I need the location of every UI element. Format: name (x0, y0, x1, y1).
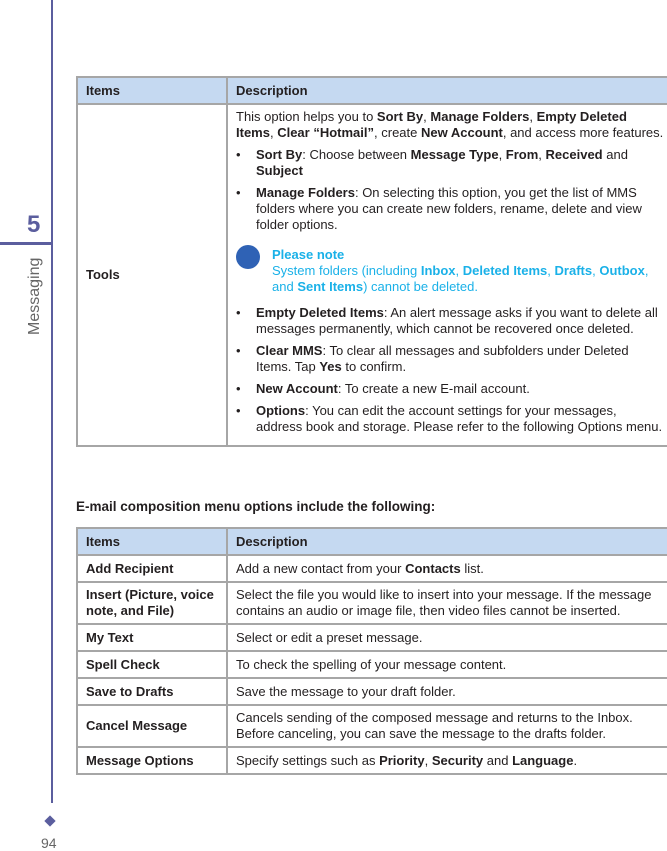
header-description: Description (227, 77, 667, 104)
text-span: and (483, 752, 513, 768)
bold-term: Manage Folders (256, 185, 355, 200)
bold-term: Yes (319, 359, 342, 374)
description-cell (227, 747, 667, 774)
bold-term: Clear MMS (256, 343, 323, 358)
text-span: To check the spelling of your message content. (236, 656, 507, 672)
bold-term: New Account (420, 125, 503, 140)
text-span: , create (374, 125, 421, 140)
text-span: : Choose between (302, 147, 411, 162)
bullet-list (236, 305, 666, 435)
note-box (236, 247, 666, 295)
bold-term: Outbox (599, 263, 645, 278)
text-span: and (602, 147, 628, 162)
bold-term: Sort By (256, 147, 303, 162)
chapter-marker (0, 242, 53, 245)
bold-term: Inbox (420, 263, 456, 278)
description-cell (227, 582, 667, 624)
text-span: , (529, 109, 537, 124)
text-span: Cancels sending of the composed message and returns to the Inbox. Before canceling, you can save the message to the drafts folder. (236, 710, 633, 741)
text-span: Add a new contact from your (236, 560, 406, 576)
text-span: : You can edit the account settings for your messages, address book and storage. Please refer to the following Options menu. (256, 403, 663, 434)
table-header (77, 528, 667, 555)
text-span: , (592, 263, 600, 278)
description-cell (227, 555, 667, 582)
item-cell: Spell Check (77, 651, 227, 678)
text-span: : An alert message asks if you want to delete all messages permanently, which cannot be recovered once deleted. (256, 305, 658, 336)
header-items: Items (77, 77, 227, 104)
text-span: : To create a new E-mail account. (337, 381, 530, 396)
table-row (77, 555, 667, 582)
note-title: Please note (272, 247, 345, 262)
table-row (77, 678, 667, 705)
item-cell: My Text (77, 624, 227, 651)
table-header (77, 77, 667, 104)
bullet-item (236, 343, 666, 375)
table-row (77, 624, 667, 651)
text-span: Specify settings such as (236, 752, 380, 768)
bold-term: Priority (379, 752, 425, 768)
bold-term: Deleted Items (462, 263, 548, 278)
text-span: , (538, 147, 546, 162)
item-cell: Save to Drafts (77, 678, 227, 705)
table-row (77, 651, 667, 678)
text-span: , and (272, 263, 649, 294)
bold-term: Message Type (410, 147, 499, 162)
header-items: Items (77, 528, 227, 555)
bullet-list (236, 147, 666, 233)
text-span: : On selecting this option, you get the list of MMS folders where you can create new folders, rename, delete and view folder options. (256, 185, 642, 232)
bold-term: Received (545, 147, 603, 162)
bold-term: Sort By (376, 109, 424, 124)
text-span: System folders (including (272, 263, 421, 278)
text-span: ) cannot be deleted. (363, 279, 478, 294)
bold-term: Drafts (554, 263, 593, 278)
text-span: , and access more features. (502, 125, 664, 140)
text-span: , (455, 263, 463, 278)
bold-term: From (505, 147, 539, 162)
item-cell: Message Options (77, 747, 227, 774)
bullet-item (236, 147, 666, 179)
bold-term: Language (512, 752, 574, 768)
description-cell (227, 624, 667, 651)
item-cell: Tools (77, 104, 227, 446)
bold-term: Subject (256, 163, 303, 178)
page-number: 94 (41, 835, 57, 851)
text-span: . (573, 752, 578, 768)
description-cell (227, 678, 667, 705)
text-span: Save the message to your draft folder. (236, 683, 456, 699)
bullet-item (236, 185, 666, 233)
bold-term: Empty Deleted Items (236, 109, 627, 140)
bold-term: Contacts (405, 560, 461, 576)
bullet-item (236, 403, 666, 435)
info-icon (236, 245, 260, 269)
text-span: Select or edit a preset message. (236, 629, 423, 645)
bold-term: New Account (256, 381, 338, 396)
section-title: Messaging (26, 257, 43, 335)
text-span: This option helps you to (236, 109, 377, 124)
text-span: , (424, 752, 432, 768)
text-span: , (269, 125, 278, 140)
item-cell: Add Recipient (77, 555, 227, 582)
text-span: list. (460, 560, 484, 576)
text-span: Select the file you would like to insert into your message. If the message contains an audio or image file, then video files cannot be inserted. (236, 587, 652, 618)
text-span: to confirm. (341, 359, 407, 374)
bullet-item (236, 305, 666, 337)
section-heading: E-mail composition menu options include the following: (76, 499, 436, 514)
bold-term: Security (431, 752, 484, 768)
item-cell: Insert (Picture, voice note, and File) (77, 582, 227, 624)
tools-table (76, 76, 667, 447)
intro-text (236, 109, 666, 141)
text-span: , (423, 109, 431, 124)
table-row (77, 582, 667, 624)
text-span: , (547, 263, 555, 278)
header-description: Description (227, 528, 667, 555)
item-cell: Cancel Message (77, 705, 227, 747)
description-cell (227, 651, 667, 678)
bold-term: Manage Folders (430, 109, 530, 124)
chapter-number: 5 (27, 211, 41, 238)
bold-term: Empty Deleted Items (256, 305, 384, 320)
composition-table (76, 527, 667, 775)
text-span: : To clear all messages and subfolders under Deleted Items. Tap (256, 343, 629, 374)
description-cell (227, 705, 667, 747)
bullet-item (236, 381, 666, 397)
note-text (272, 263, 666, 295)
bold-term: Clear “Hotmail” (277, 125, 375, 140)
table-row (77, 705, 667, 747)
description-cell (227, 104, 667, 446)
text-span: , (498, 147, 506, 162)
bold-term: Sent Items (297, 279, 364, 294)
bold-term: Options (256, 403, 306, 418)
margin-rule (51, 0, 53, 803)
diamond-icon (44, 815, 55, 826)
table-row (77, 104, 667, 446)
table-row (77, 747, 667, 774)
